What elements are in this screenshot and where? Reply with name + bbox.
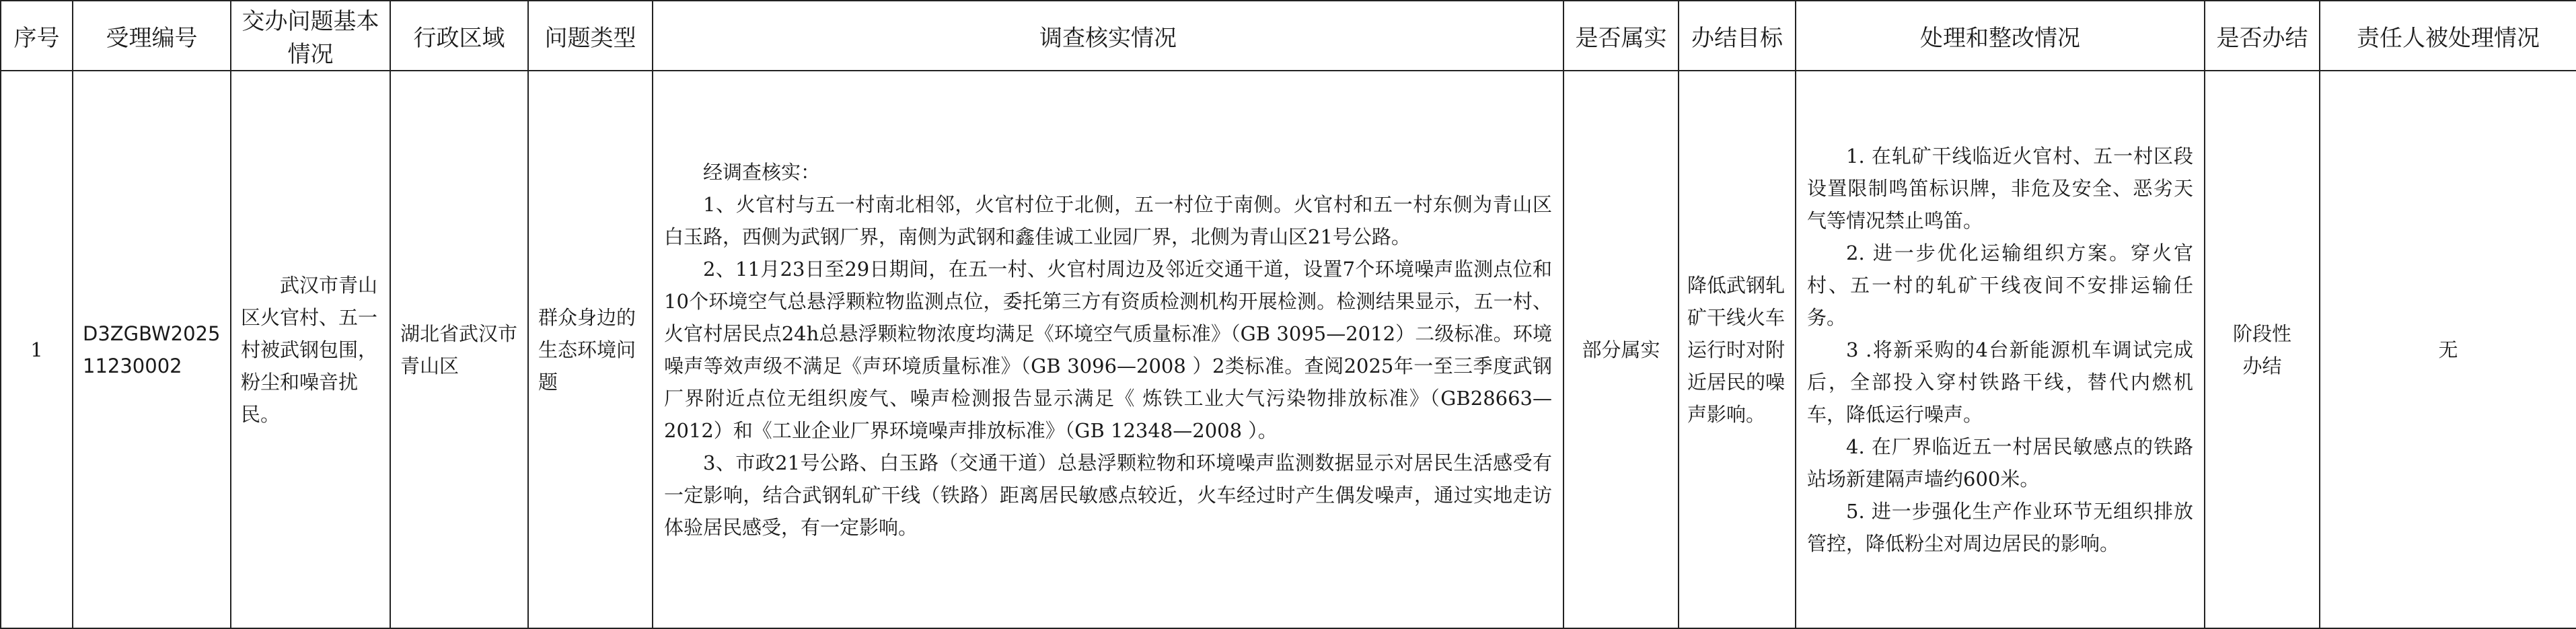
rectification-item-4: 4. 在厂界临近五一村居民敏感点的铁路站场新建隔声墙约600米。 bbox=[1807, 435, 2193, 490]
case-id-text: D3ZGBW202511230002 bbox=[83, 322, 221, 377]
cell-investigation bbox=[653, 71, 1563, 628]
completed-text: 阶段性办结 bbox=[2232, 322, 2291, 377]
issue-type-text: 群众身边的生态环境问题 bbox=[538, 305, 636, 394]
verified-text: 部分属实 bbox=[1582, 338, 1660, 361]
rectification-item-1: 1. 在轧矿干线临近火官村、五一村区段设置限制鸣笛标识牌，非危及安全、恶劣天气等情况禁止鸣笛。 bbox=[1807, 144, 2193, 232]
investigation-intro: 经调查核实： bbox=[703, 160, 821, 184]
header-completed: 是否办结 bbox=[2205, 1, 2320, 71]
cell-goal bbox=[1679, 71, 1796, 628]
cell-issue-type bbox=[528, 71, 653, 628]
cell-rectification bbox=[1796, 71, 2205, 628]
header-case-id: 受理编号 bbox=[73, 1, 231, 71]
cell-case-id bbox=[73, 71, 231, 628]
header-rectification: 处理和整改情况 bbox=[1796, 1, 2205, 71]
cell-basic-info bbox=[231, 71, 390, 628]
rectification-item-3: 3 .将新采购的4台新能源机车调试完成后，全部投入穿村铁路干线，替代内燃机车，降低运行噪声。 bbox=[1807, 338, 2193, 426]
investigation-paragraph-3: 3、市政21号公路、白玉路（交通干道）总悬浮颗粒物和环境噪声监测数据显示对居民生活感受有一定影响，结合武钢轧矿干线（铁路）距离居民敏感点较近，火车经过时产生偶发噪声，通过实地走访体验居民感受，有一定影响。 bbox=[664, 451, 1552, 539]
accountability-text: 无 bbox=[2438, 338, 2458, 361]
header-issue-type: 问题类型 bbox=[528, 1, 653, 71]
cell-completed bbox=[2205, 71, 2320, 628]
cell-index: 1 bbox=[1, 71, 73, 628]
investigation-paragraph-2: 2、11月23日至29日期间，在五一村、火官村周边及邻近交通干道，设置7个环境噪声监测点位和10个环境空气总悬浮颗粒物监测点位，委托第三方有资质检测机构开展检测。检测结果显示，五一村、火官村居民点24h总悬浮颗粒物浓度均满足《环境空气质量标准》（GB 3095—2012）二级标准。环境噪声等效声级不满足《声环境质量标准》（GB 3096—2008 ）2类标准。查阅2025年一至三季度武钢厂界附近点位无组织废气、噪声检测报告显示满足《 炼铁工业大气污染物排放标准》（GB28663—2012）和《工业企业厂界环境噪声排放标准》（GB 12348—2008 ）。 bbox=[664, 257, 1552, 442]
header-investigation: 调查核实情况 bbox=[653, 1, 1563, 71]
cell-accountability bbox=[2320, 71, 2576, 628]
cell-verified bbox=[1563, 71, 1679, 628]
header-index: 序号 bbox=[1, 1, 73, 71]
investigation-paragraph-1: 1、火官村与五一村南北相邻，火官村位于北侧，五一村位于南侧。火官村和五一村东侧为青山区白玉路，西侧为武钢厂界，南侧为武钢和鑫佳诚工业园厂界，北侧为青山区21号公路。 bbox=[664, 192, 1552, 248]
goal-text: 降低武钢轧矿干线火车运行时对附近居民的噪声影响。 bbox=[1687, 273, 1786, 426]
rectification-item-5: 5. 进一步强化生产作业环节无组织排放管控，降低粉尘对周边居民的影响。 bbox=[1807, 499, 2193, 555]
table-row bbox=[1, 71, 2576, 628]
header-accountability: 责任人被处理情况 bbox=[2320, 1, 2576, 71]
header-verified: 是否属实 bbox=[1563, 1, 1679, 71]
header-basic-info: 交办问题基本情况 bbox=[231, 1, 390, 71]
basic-info-text: 武汉市青山区火官村、五一村被武钢包围，粉尘和噪音扰民。 bbox=[241, 273, 378, 426]
header-district: 行政区域 bbox=[390, 1, 528, 71]
header-row bbox=[1, 1, 2576, 71]
header-goal: 办结目标 bbox=[1679, 1, 1796, 71]
district-text: 湖北省武汉市青山区 bbox=[400, 322, 518, 377]
rectification-item-2: 2. 进一步优化运输组织方案。穿火官村、五一村的轧矿干线夜间不安排运输任务。 bbox=[1807, 241, 2193, 329]
cell-district bbox=[390, 71, 528, 628]
